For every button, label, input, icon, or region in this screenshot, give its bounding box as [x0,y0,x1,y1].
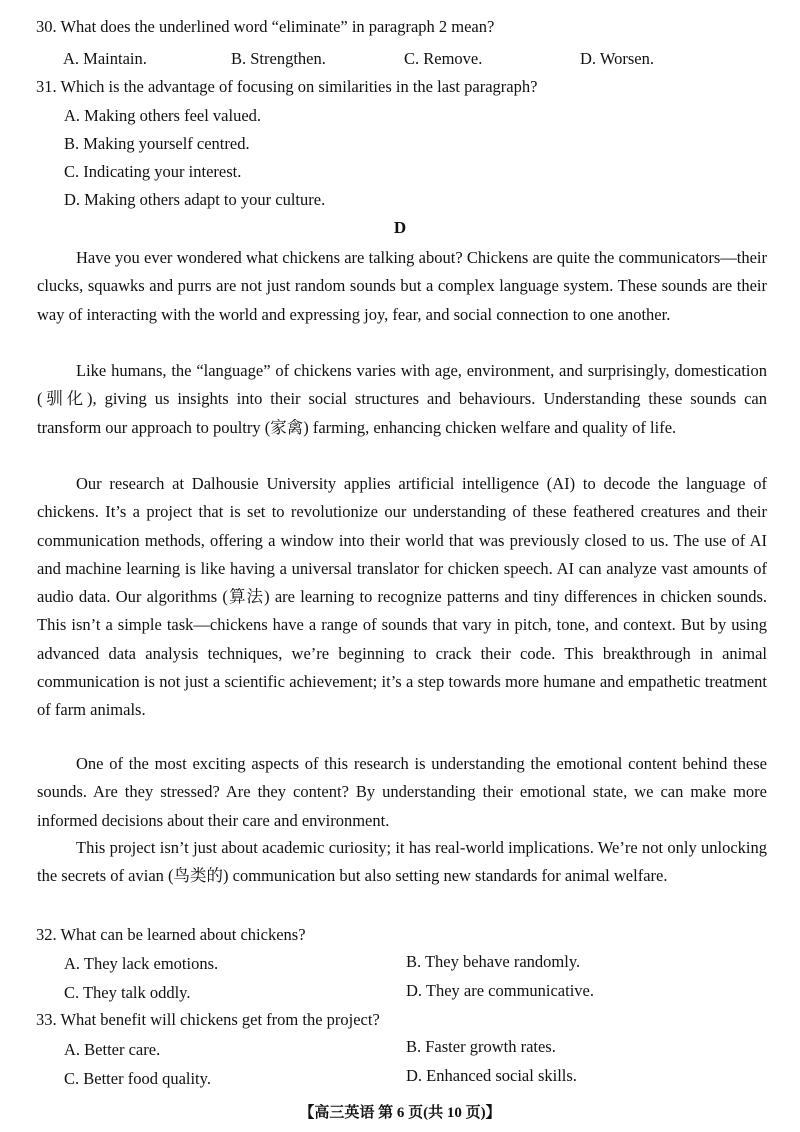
question-32-option-a: A. They lack emotions. [64,954,219,973]
passage-paragraph-4: One of the most exciting aspects of this research is understanding the emotional content behind these sounds. Are they stressed? Are they content? By understanding their emotional state, we can make more informed decisions about their care and environment. [37,754,767,830]
question-30-option-b: B. Strengthen. [231,49,326,68]
question-32-option-c: C. They talk oddly. [64,983,191,1002]
question-30-option-c: C. Remove. [404,49,483,68]
question-31-option-a: A. Making others feel valued. [64,106,262,125]
question-33-option-b: B. Faster growth rates. [406,1037,556,1056]
passage-paragraph-5: This project isn’t just about academic curiosity; it has real-world implications. We’re not only unlocking the secrets of avian (鸟类的) communication but also setting new standards for animal welfare. [37,838,767,886]
question-31-option-c: C. Indicating your interest. [64,162,242,181]
question-33-option-d: D. Enhanced social skills. [406,1066,577,1085]
passage-title: D [393,218,407,237]
question-30-option-a: A. Maintain. [63,49,147,68]
question-32-option-d: D. They are communicative. [406,981,595,1000]
passage-paragraph-2: Like humans, the “language” of chickens varies with age, environment, and surprisingly, domestication (驯化), giving us insights into their social structures and behaviours. Understanding these sounds can transform our approach to poultry (家禽) farming, enhancing chicken welfare and quality of life. [37,361,767,437]
page-footer: 【高三英语 第 6 页(共 10 页)】 [299,1105,501,1121]
question-33-option-c: C. Better food quality. [64,1069,211,1088]
passage-paragraph-1: Have you ever wondered what chickens are talking about? Chickens are quite the communicators—their clucks, squawks and purrs are not just random sounds but a complex language system. These sounds are their way of interacting with the world and expressing joy, fear, and social connection to one another. [37,248,767,324]
question-31-stem: 31. Which is the advantage of focusing on similarities in the last paragraph? [36,77,538,96]
question-32-stem: 32. What can be learned about chickens? [36,925,306,944]
question-33-stem: 33. What benefit will chickens get from the project? [36,1010,380,1029]
question-31-option-d: D. Making others adapt to your culture. [64,190,326,209]
question-30-stem: 30. What does the underlined word “eliminate” in paragraph 2 mean? [36,17,495,36]
question-31-option-b: B. Making yourself centred. [64,134,250,153]
question-30-option-d: D. Worsen. [580,49,654,68]
passage-paragraph-3: Our research at Dalhousie University applies artificial intelligence (AI) to decode the language of chickens. It’s a project that is set to revolutionize our understanding of these feathered creatures and their communication methods, offering a window into their world that was previously closed to us. The use of AI and machine learning is like having a universal translator for chicken speech. AI can analyze vast amounts of audio data. Our algorithms (算法) are learning to recognize patterns and tiny differences in chicken sounds. This isn’t a simple task—chickens have a range of sounds that vary in pitch, tone, and context. But by using advanced data analysis techniques, we’re beginning to crack their code. This breakthrough in animal communication is not just a scientific achievement; it’s a step towards more humane and empathetic treatment of farm animals. [37,474,767,720]
question-33-option-a: A. Better care. [64,1040,161,1059]
question-32-option-b: B. They behave randomly. [406,952,581,971]
